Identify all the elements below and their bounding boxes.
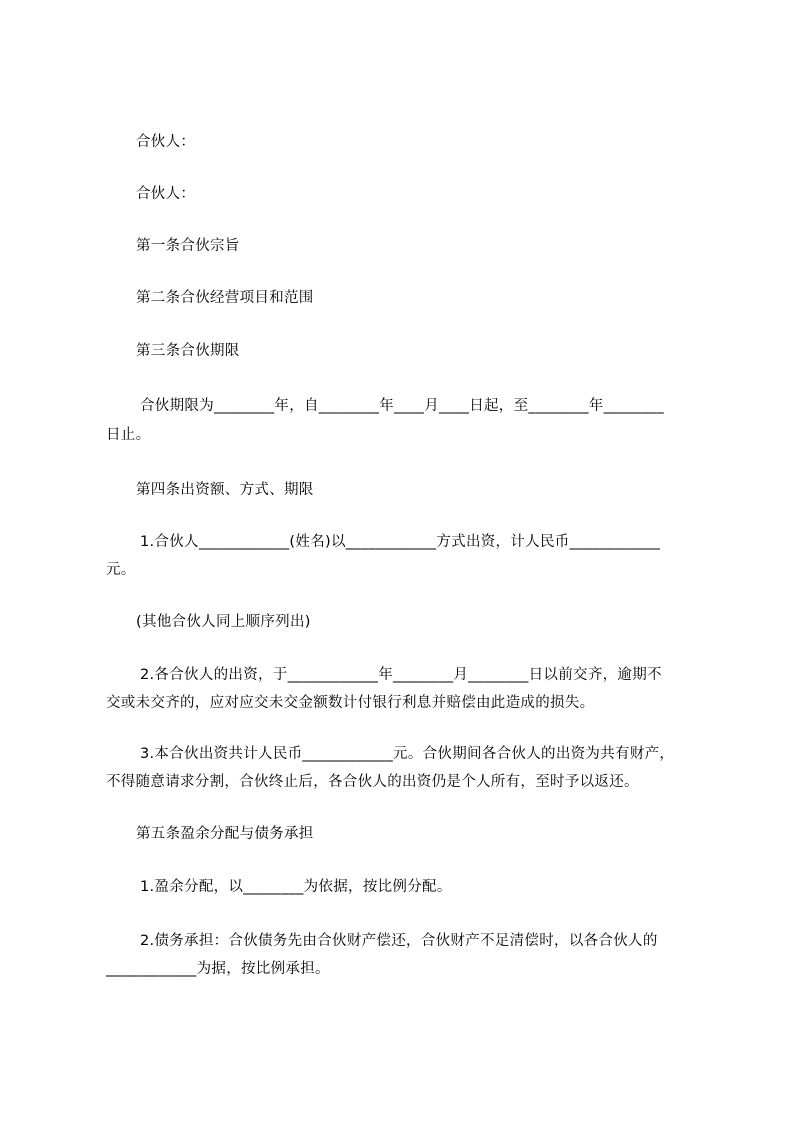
article-5-heading: 第五条盈余分配与债务承担: [136, 826, 314, 842]
article-3-heading: 第三条合伙期限: [136, 343, 240, 359]
contribution-item-2-line-2: 交或未交齐的，应对应交未交金额数计付银行利息并赔偿由此造成的损失。: [106, 695, 595, 711]
other-partners-note: (其他合伙人同上顺序列出): [136, 614, 311, 630]
article-1-heading: 第一条合伙宗旨: [136, 238, 240, 254]
contribution-item-3-line-2: 不得随意请求分割，合伙终止后，各合伙人的出资仍是个人所有，至时予以返还。: [106, 774, 639, 790]
article-4-heading: 第四条出资额、方式、期限: [136, 482, 314, 498]
contribution-item-3-line-1: 3.本合伙出资共计人民币____________元。合伙期间各合伙人的出资为共有财产，: [140, 746, 675, 762]
contribution-item-2-line-1: 2.各合伙人的出资，于____________年________月________日以前交齐，逾期不: [140, 667, 662, 683]
term-paragraph-line-1: 合伙期限为________年，自________年____月____日起，至________年________: [140, 398, 664, 414]
term-paragraph-line-2: 日止。: [106, 427, 151, 443]
partner-line-1: 合伙人：: [136, 134, 196, 150]
partner-line-2: 合伙人：: [136, 186, 196, 202]
debt-bearing-item-line-2: ____________为据，按比例承担。: [106, 961, 330, 977]
profit-distribution-item: 1.盈余分配，以________为依据，按比例分配。: [140, 879, 452, 895]
contribution-item-1-line-2: 元。: [106, 562, 136, 578]
contribution-item-1-line-1: 1.合伙人____________(姓名)以____________方式出资，计人民币____________: [140, 534, 661, 550]
article-2-heading: 第二条合伙经营项目和范围: [136, 290, 314, 306]
debt-bearing-item-line-1: 2.债务承担：合伙债务先由合伙财产偿还，合伙财产不足清偿时，以各合伙人的: [140, 933, 658, 949]
